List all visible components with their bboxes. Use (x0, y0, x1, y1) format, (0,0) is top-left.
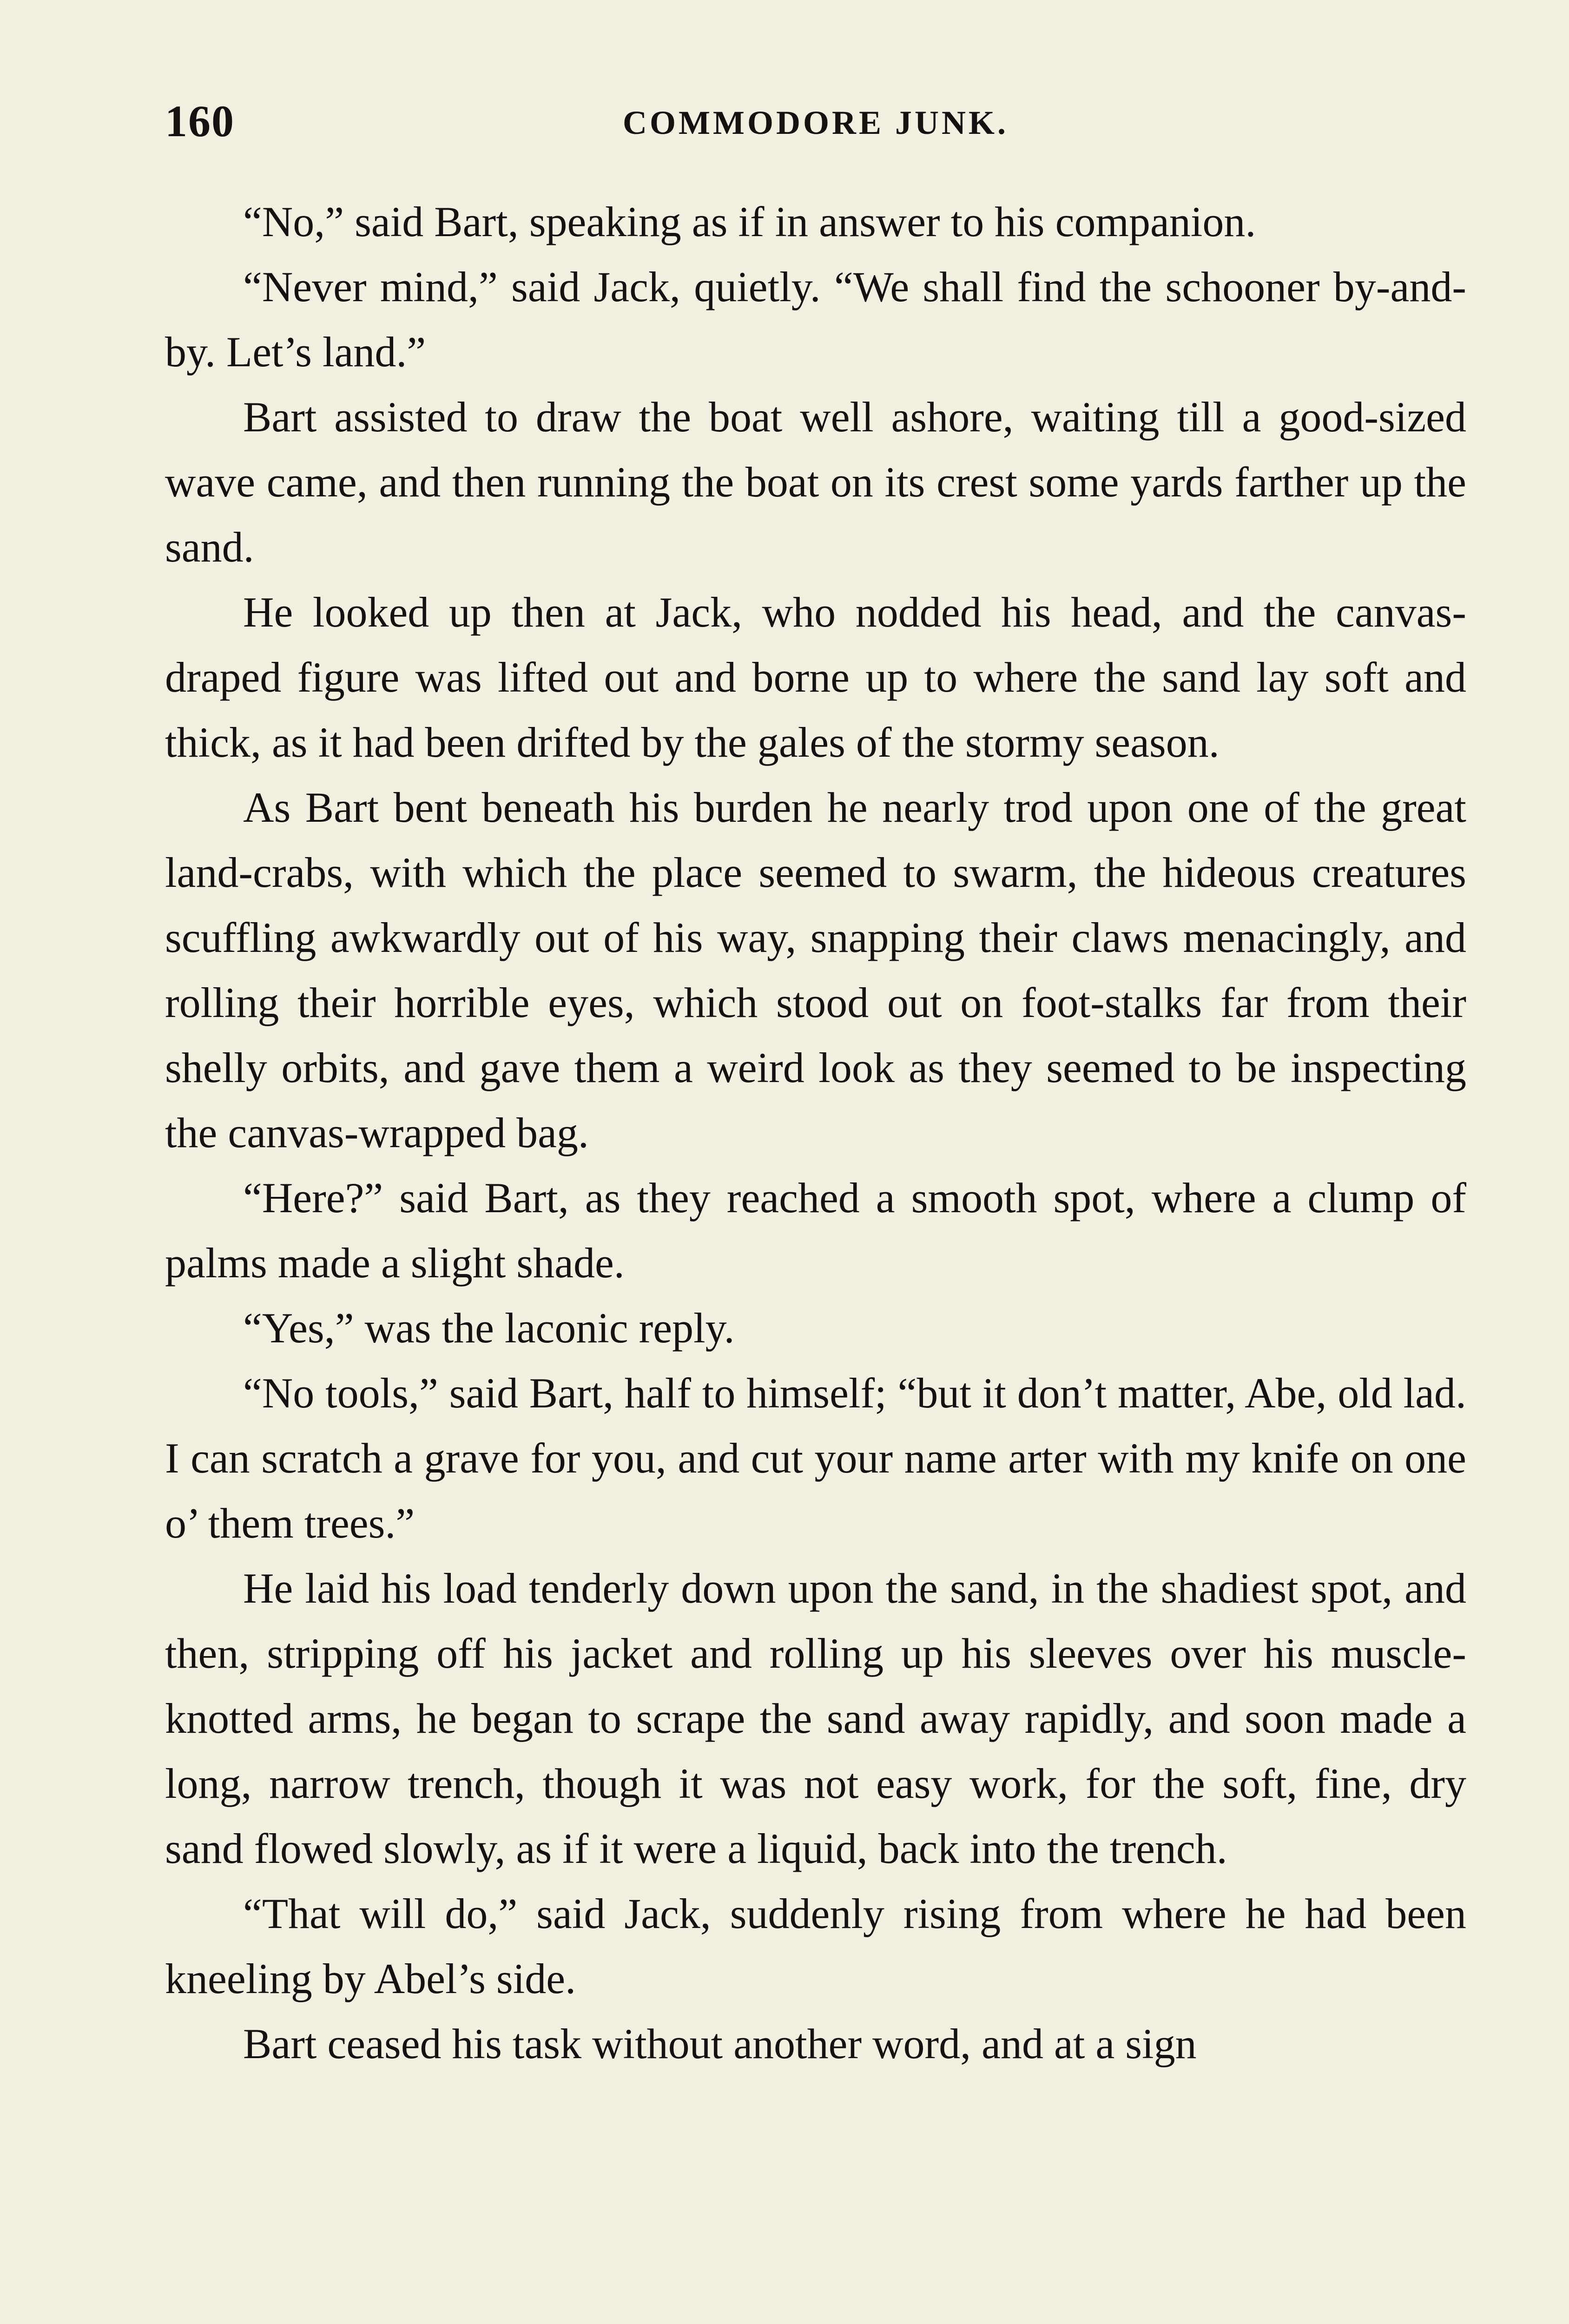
paragraph: “No,” said Bart, speaking as if in answer to his companion. (243, 198, 1256, 245)
paragraph: “Yes,” was the laconic reply. (243, 1304, 735, 1352)
paragraph: He looked up then at Jack, who nodded his head, and the canvas-draped figure was lifted out and borne up to where the sand lay soft and thick, as it had been drifted by the gales of the stormy season. (165, 588, 1466, 766)
running-title: COMMODORE JUNK. (623, 104, 1009, 141)
page-number: 160 (165, 96, 235, 146)
paragraph: Bart assisted to draw the boat well ashore, waiting till a good-sized wave came, and then running the boat on its crest some yards farther up the sand. (165, 393, 1466, 571)
paragraph: As Bart bent beneath his burden he nearly trod upon one of the great land-crabs, with which the place seemed to swarm, the hideous creatures scuffling awkwardly out of his way, snapping their claws menacingly, and rolling their horrible eyes, which stood out on foot-stalks far from their shelly orbits, and gave them a weird look as they seemed to be inspecting the canvas-wrapped bag. (165, 784, 1466, 1156)
paragraph: “No tools,” said Bart, half to himself; “but it don’t matter, Abe, old lad. I can scratch a grave for you, and cut your name arter with my knife on one o’ them trees.” (165, 1369, 1466, 1547)
body-text (165, 189, 1466, 2076)
book-page (165, 95, 1466, 2076)
paragraph: “That will do,” said Jack, suddenly rising from where he had been kneeling by Abel’s side. (165, 1890, 1466, 2002)
running-head (165, 95, 1466, 156)
paragraph: Bart ceased his task without another word, and at a sign (243, 2020, 1197, 2067)
paragraph: “Here?” said Bart, as they reached a smooth spot, where a clump of palms made a slight shade. (165, 1174, 1466, 1287)
paragraph: He laid his load tenderly down upon the sand, in the shadiest spot, and then, stripping off his jacket and rolling up his sleeves over his muscle-knotted arms, he began to scrape the sand away rapidly, and soon made a long, narrow trench, though it was not easy work, for the soft, fine, dry sand flowed slowly, as if it were a liquid, back into the trench. (165, 1565, 1466, 1872)
paragraph: “Never mind,” said Jack, quietly. “We shall find the schooner by-and-by. Let’s land.” (165, 263, 1466, 376)
